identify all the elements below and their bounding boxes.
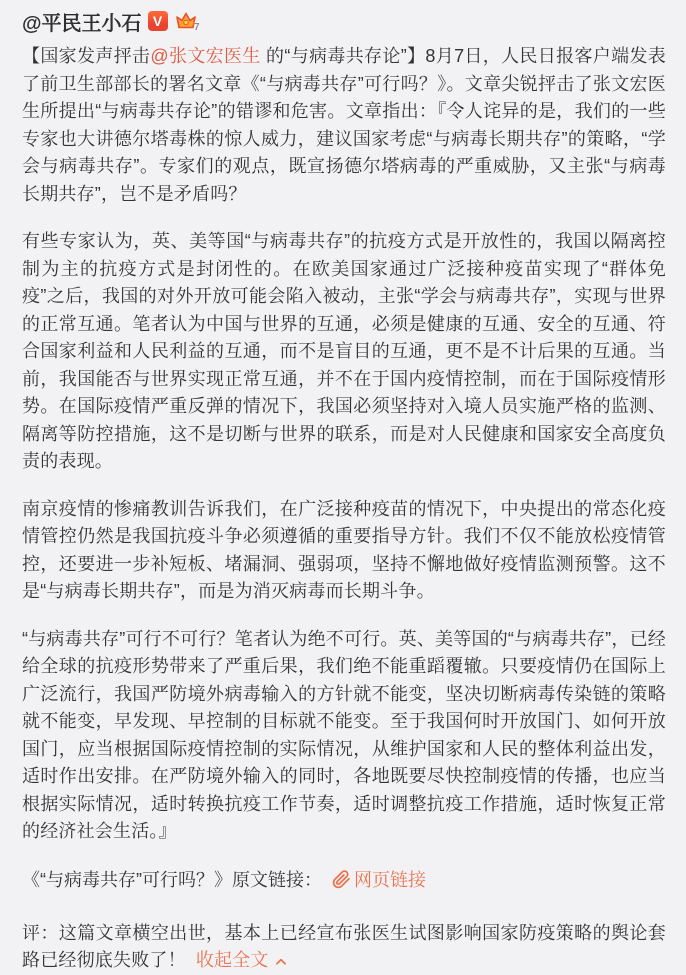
username-link[interactable]: @平民王小石 bbox=[22, 12, 142, 35]
commentary-paragraph bbox=[22, 920, 666, 975]
collapse-label: 收起全文 bbox=[195, 950, 269, 970]
commentary-text: 评：这篇文章横空出世，基本上已经宣布张医生试图影响国家防疫策略的舆论套路已经彻底失败了！ bbox=[22, 922, 666, 970]
vip-level-number: 7 bbox=[193, 22, 200, 33]
source-label: 《“与病毒共存”可行吗？》原文链接： bbox=[22, 869, 322, 890]
source-link-row bbox=[22, 866, 666, 894]
mention-link[interactable]: @张文宏医生 bbox=[150, 46, 261, 66]
collapse-full-text-link[interactable] bbox=[196, 947, 289, 975]
post-paragraph-1 bbox=[22, 43, 666, 208]
post-paragraph-2: 有些专家认为，英、美等国“与病毒共存”的抗疫方式是开放性的，我国以隔离控制为主的抗疫方式是封闭性的。在欧美国家通过广泛接种疫苗实现了“群体免疫”之后，我国的对外开放可能会陷入被动，主张“学会与病毒共存”，实现与世界的正常互通。笔者认为中国与世界的互通，必须是健康的互通、安全的互通、符合国家利益和人民利益的互通，而不是盲目的互通，更不是不计后果的互通。当前，我国能否与世界实现正常互通，并不在于国内疫情控制，而在于国际疫情形势。在国际疫情严重反弹的情况下，我国必须坚持对入境人员实施严格的监测、隔离等防控措施，这不是切断与世界的联系，而是对人民健康和国家安全高度负责的表现。 bbox=[22, 231, 666, 471]
post-body bbox=[22, 43, 666, 975]
web-page-link[interactable] bbox=[332, 866, 426, 894]
vip-crown-icon bbox=[174, 10, 198, 32]
paperclip-link-icon bbox=[332, 870, 351, 889]
paragraph-1-body: 的“与病毒共存论”】8月7日，人民日报客户端发表了前卫生部部长的署名文章《“与病毒共存”可行吗？》。文章尖锐抨击了张文宏医生所提出“与病毒共存论”的错谬和危害。文章指出：『令人诧异的是，我们的一些专家也大讲德尔塔毒株的惊人威力，建议国家考虑“与病毒长期共存”的策略，“学会与病毒共存”。专家们的观点，既宣扬德尔塔病毒的严重威胁，又主张“与病毒长期共存”，岂不是矛盾吗？ bbox=[22, 46, 667, 204]
chevron-up-icon bbox=[273, 954, 289, 968]
web-link-text: 网页链接 bbox=[354, 869, 426, 890]
post-paragraph-4: “与病毒共存”可行不可行？笔者认为绝不可行。英、美等国的“与病毒共存”，已经给全球的抗疫形势带来了严重后果，我们绝不能重蹈覆辙。只要疫情仍在国际上广泛流行，我国严防境外病毒输入的方针就不能变，坚决切断病毒传染链的策略就不能变，早发现、早控制的目标就不能变。至于我国何时开放国门、如何开放国门，应当根据国际疫情控制的实际情况，从维护国家和人民的整体利益出发，适时作出安排。在严防境外输入的同时，各地既要尽快控制疫情的传播，也应当根据实际情况，适时转换抗疫工作节奏，适时调整抗疫工作措施，适时恢复正常的经济社会生活。』 bbox=[22, 628, 666, 841]
paragraph-1-prefix: 【国家发声抨击 bbox=[22, 46, 151, 66]
user-header bbox=[22, 8, 666, 34]
post-paragraph-3: 南京疫情的惨痛教训告诉我们，在广泛接种疫苗的情况下，中央提出的常态化疫情管控仍然是我国抗疫斗争必须遵循的重要指导方针。我们不仅不能放松疫情管控，还要进一步补短板、堵漏洞、强弱项，坚持不懈地做好疫情监测预警。这不是“与病毒长期共存”，而是为消灭病毒而长期斗争。 bbox=[22, 498, 666, 601]
verified-v-badge-icon: V bbox=[148, 11, 168, 31]
